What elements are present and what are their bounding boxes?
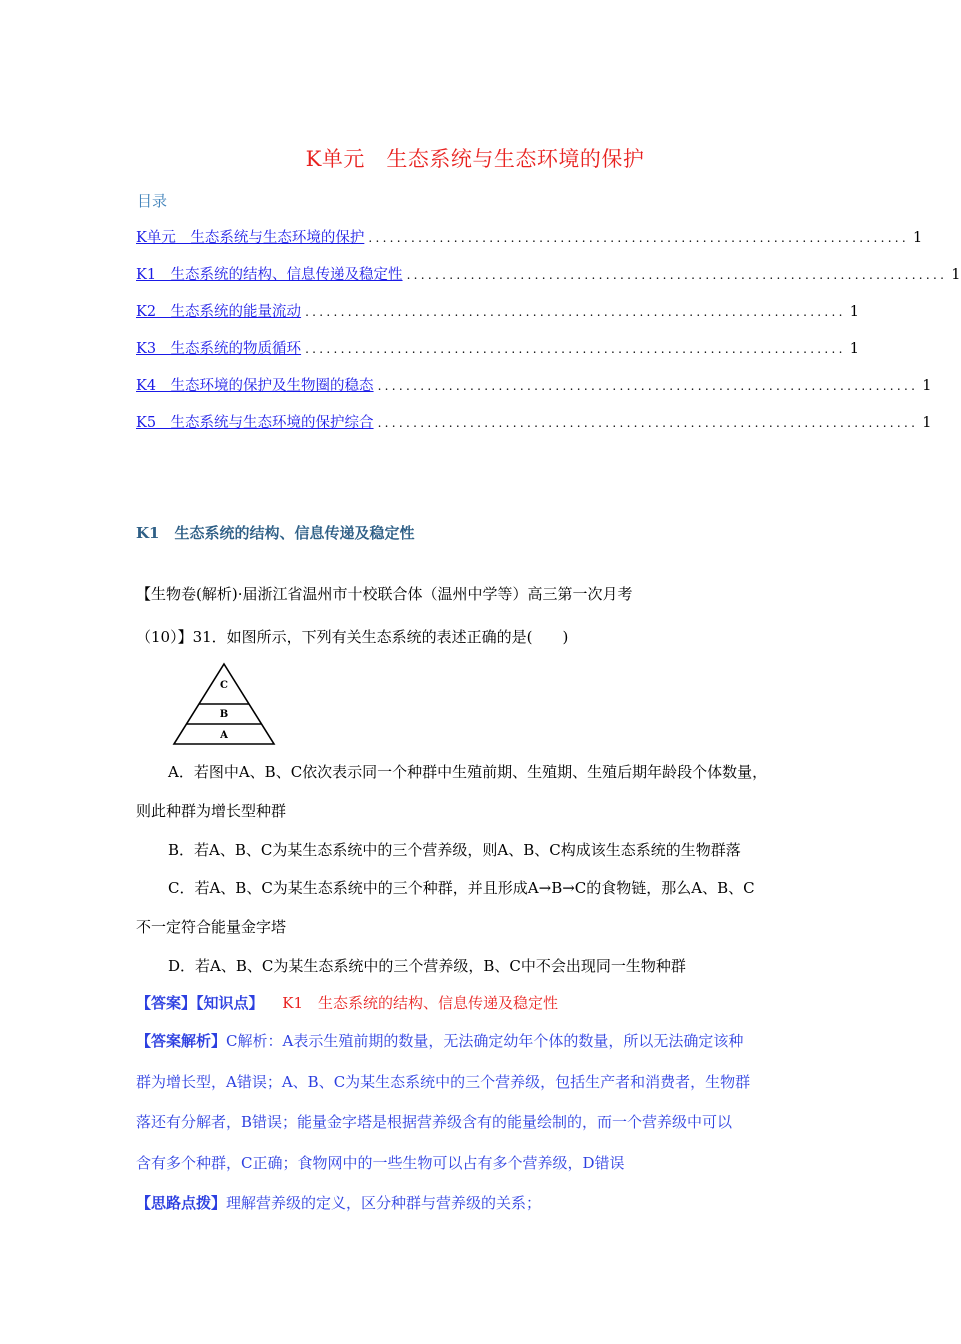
toc-link-k5[interactable]: K5 生态系统与生态环境的保护综合 (136, 415, 374, 431)
toc-item (136, 374, 932, 394)
toc-leader-dots: ............................................................................ (377, 416, 919, 430)
analysis-tag: 【答案解析】 (136, 1032, 227, 1050)
toc-leader-dots: ............................................................................ (368, 231, 910, 245)
analysis-line-2: 群为增长型，A错误；A、B、C为某生态系统中的三个营养级，包括生产者和消费者，生物群 (136, 1073, 751, 1091)
toc-link-k2[interactable]: K2 生态系统的能量流动 (136, 304, 302, 320)
pyramid-label-b: B (219, 709, 229, 720)
analysis-line-3: 落还有分解者，B错误；能量金字塔是根据营养级含有的能量绘制的，而一个营养级中可以 (136, 1113, 733, 1131)
toc-item (136, 337, 859, 357)
toc-page-number: 1 (849, 304, 859, 320)
toc-link-k4[interactable]: K4 生态环境的保护及生物圈的稳态 (136, 378, 374, 394)
pyramid-label-c: C (220, 680, 228, 691)
toc-leader-dots: ............................................................................ (305, 305, 846, 319)
toc-link-k[interactable]: K单元 生态系统与生态环境的保护 (136, 230, 365, 246)
hint-text: 理解营养级的定义，区分种群与营养级的关系； (226, 1194, 542, 1212)
toc-page-number: 1 (922, 378, 932, 394)
toc-leader-dots: ............................................................................ (305, 342, 846, 356)
toc-page-number: 1 (922, 415, 932, 431)
pyramid-diagram (172, 662, 276, 746)
analysis-line-4: 含有多个种群，C正确；食物网中的一些生物可以占有多个营养级，D错误 (136, 1154, 625, 1172)
toc-link-k3[interactable]: K3 生态系统的物质循环 (136, 341, 302, 357)
toc-page-number: 1 (913, 230, 923, 246)
analysis-text: C解析：A表示生殖前期的数量，无法确定幼年个体的数量，所以无法确定该种 (226, 1032, 744, 1050)
section-heading-k1: K1 生态系统的结构、信息传递及稳定性 (136, 524, 415, 542)
toc-label: 目录 (137, 192, 168, 210)
toc-item (136, 300, 859, 320)
hint-tag: 【思路点拨】 (136, 1194, 227, 1212)
document-title: K单元 生态系统与生态环境的保护 (305, 147, 645, 171)
option-a-cont: 则此种群为增长型种群 (136, 802, 287, 820)
toc-link-k1[interactable]: K1 生态系统的结构、信息传递及稳定性 (136, 267, 403, 283)
answer-line (136, 992, 558, 1013)
toc-leader-dots: ............................................................................ (377, 379, 919, 393)
toc-item (136, 411, 932, 431)
hint-line (136, 1192, 541, 1213)
answer-knowledge-point: K1 生态系统的结构、信息传递及稳定性 (282, 994, 559, 1012)
answer-tag: 【答案】【知识点】 (136, 994, 264, 1012)
option-c: C．若A、B、C为某生态系统中的三个种群，并且形成A→B→C的食物链，那么A、B、C (168, 879, 755, 897)
toc-item (136, 226, 923, 246)
toc-page-number: 1 (849, 341, 859, 357)
toc-page-number: 1 (951, 267, 961, 283)
option-c-cont: 不一定符合能量金字塔 (136, 918, 287, 936)
toc-item (136, 263, 961, 283)
option-d: D．若A、B、C为某生态系统中的三个营养级，B、C中不会出现同一生物种群 (168, 957, 686, 975)
pyramid-label-a: A (220, 730, 228, 741)
toc-leader-dots: ............................................................................ (406, 268, 948, 282)
question-source-line: 【生物卷(解析)·届浙江省温州市十校联合体（温州中学等）高三第一次月考 (136, 585, 633, 603)
option-b: B．若A、B、C为某生态系统中的三个营养级，则A、B、C构成该生态系统的生物群落 (168, 841, 741, 859)
question-stem: （10）】31．如图所示，下列有关生态系统的表述正确的是( ) (136, 628, 569, 646)
analysis-line-1 (136, 1030, 743, 1051)
option-a: A．若图中A、B、C依次表示同一个种群中生殖前期、生殖期、生殖后期年龄段个体数量， (168, 763, 768, 781)
